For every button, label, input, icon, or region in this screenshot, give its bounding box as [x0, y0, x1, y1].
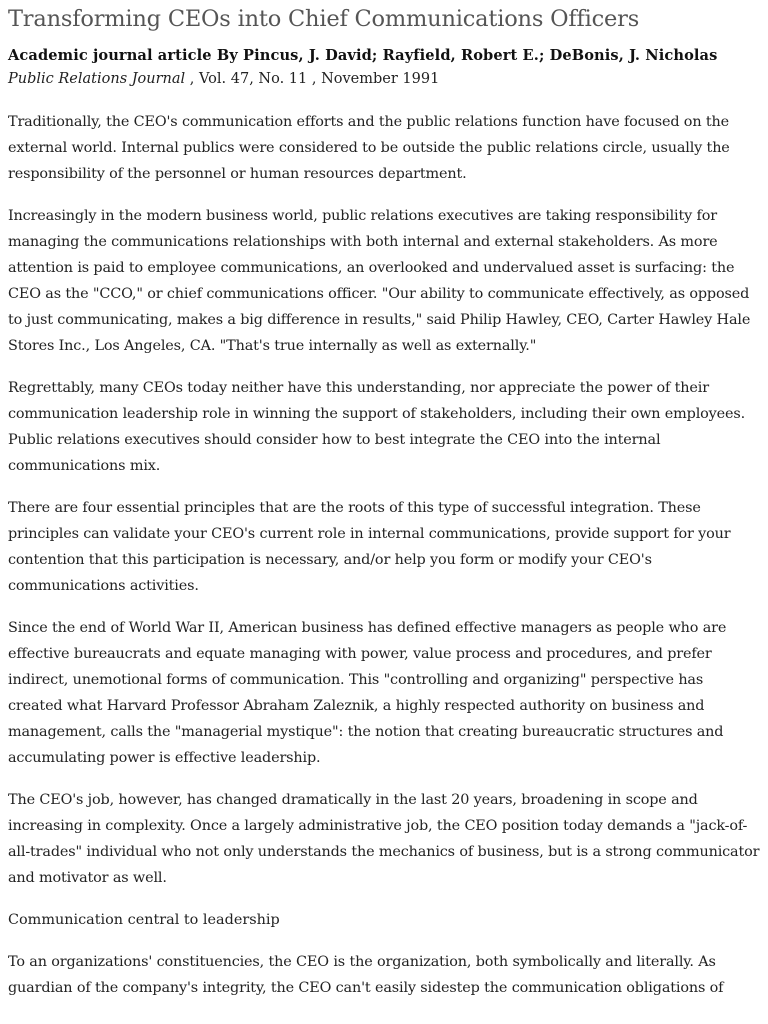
- article-citation: [8, 70, 760, 89]
- paragraph-6: The CEO's job, however, has changed dramatically in the last 20 years, broadening in scope and increasing in complexity. Once a largely administrative job, the CEO position today demands a "jack-of-all-trades" individual who not only understands the mechanics of business, but is a strong communicator and motivator as well.: [8, 791, 760, 886]
- article-title: Transforming CEOs into Chief Communications Officers: [8, 6, 640, 32]
- paragraph-7: To an organizations' constituencies, the CEO is the organization, both symbolically and literally. As guardian of the company's integrity, the CEO can't easily sidestep the communication obligations of: [8, 953, 724, 996]
- article-byline: Academic journal article By Pincus, J. David; Rayfield, Robert E.; DeBonis, J. Nicholas: [8, 47, 718, 64]
- citation-details: , Vol. 47, No. 11 , November 1991: [185, 70, 440, 87]
- paragraph-4: There are four essential principles that are the roots of this type of successful integration. These principles can validate your CEO's current role in internal communications, provide support for your contention that this participation is necessary, and/or help you form or modify your CEO's communications activities.: [8, 499, 731, 594]
- section-subheading: Communication central to leadership: [8, 911, 280, 928]
- paragraph-1: Traditionally, the CEO's communication efforts and the public relations function have focused on the external world. Internal publics were considered to be outside the public relations circle, usually the responsibility of the personnel or human resources department.: [8, 113, 730, 182]
- journal-name[interactable]: Public Relations Journal: [8, 70, 186, 87]
- paragraph-2: Increasingly in the modern business world, public relations executives are taking responsibility for managing the communications relationships with both internal and external stakeholders. As more attention is paid to employee communications, an overlooked and undervalued asset is surfacing: the CEO as the "CCO," or chief communications officer. "Our ability to communicate effectively, as opposed to just communicating, makes a big difference in results," said Philip Hawley, CEO, Carter Hawley Hale Stores Inc., Los Angeles, CA. "That's true internally as well as externally.": [8, 207, 751, 354]
- paragraph-3: Regrettably, many CEOs today neither have this understanding, nor appreciate the power of their communication leadership role in winning the support of stakeholders, including their own employees. Public relations executives should consider how to best integrate the CEO into the internal communications mix.: [8, 379, 746, 474]
- paragraph-5: Since the end of World War II, American business has defined effective managers as people who are effective bureaucrats and equate managing with power, value process and procedures, and prefer indirect, unemotional forms of communication. This "controlling and organizing" perspective has created what Harvard Professor Abraham Zaleznik, a highly respected authority on business and management, calls the "managerial mystique": the notion that creating bureaucratic structures and accumulating power is effective leadership.: [8, 619, 727, 766]
